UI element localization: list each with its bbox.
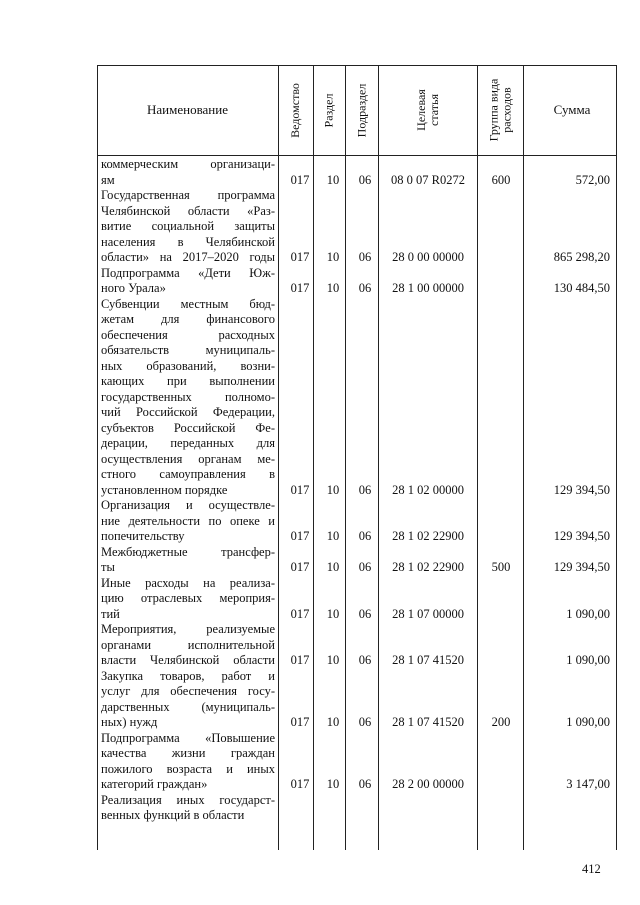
header-razdel-cell <box>313 65 345 155</box>
page-number: 412 <box>582 862 601 876</box>
name-text-line: населения в Челябинской <box>101 234 275 249</box>
name-text-line: субъектов Российской Фе- <box>101 420 275 435</box>
header-podrazdel: Подраздел <box>354 83 369 137</box>
cell-razdel: 10 <box>326 172 340 187</box>
name-text-line: венных функций в области <box>101 808 245 822</box>
cell-gruppa-vida: 200 <box>491 715 511 729</box>
cell-celevaya-statya: 28 2 00 00000 <box>392 777 464 791</box>
col-border <box>278 65 279 850</box>
name-text-line: Закупка товаров, работ и <box>101 668 275 683</box>
name-text-line: витие социальной защиты <box>101 219 275 233</box>
header-celevaya <box>414 89 440 131</box>
cell-gruppa-vida: 600 <box>491 172 511 187</box>
cell-vedomstvo: 017 <box>290 482 310 497</box>
cell-razdel: 10 <box>326 250 340 264</box>
name-text-line: качества жизни граждан <box>101 746 275 760</box>
name-text-line: власти Челябинской области <box>101 653 275 667</box>
header-vedomstvo: Ведомство <box>288 82 303 138</box>
name-text-line: Мероприятия, реализуемые <box>101 622 275 636</box>
cell-podrazdel: 06 <box>358 560 372 574</box>
name-text-line: Подпрограмма «Повышение <box>101 730 275 745</box>
name-text-line: Реализация иных государст- <box>101 792 275 807</box>
cell-celevaya-statya: 28 1 02 22900 <box>392 560 464 574</box>
cell-vedomstvo: 017 <box>290 529 310 543</box>
cell-gruppa-vida: 500 <box>491 560 511 574</box>
cell-podrazdel: 06 <box>358 653 372 667</box>
name-text-line: ты <box>101 560 115 574</box>
header-celevaya-line2: статья <box>426 94 441 126</box>
cell-celevaya-statya: 08 0 07 R0272 <box>391 172 465 187</box>
name-text-line: коммерческим организаци- <box>101 157 275 171</box>
cell-podrazdel: 06 <box>358 777 372 791</box>
cell-vedomstvo: 017 <box>290 172 310 187</box>
cell-summa: 1 090,00 <box>566 606 610 621</box>
name-text-line: тий <box>101 606 120 621</box>
cell-celevaya-statya: 28 1 00 00000 <box>392 281 464 295</box>
name-text-line: установленном порядке <box>101 482 228 497</box>
name-text-line: обязательств муниципаль- <box>101 343 275 357</box>
cell-summa: 3 147,00 <box>566 777 610 791</box>
cell-summa: 129 394,50 <box>553 560 610 574</box>
name-text-line: пожилого возраста и иных <box>101 761 275 776</box>
cell-celevaya-statya: 28 1 02 22900 <box>392 529 464 543</box>
cell-vedomstvo: 017 <box>290 281 310 295</box>
cell-summa: 1 090,00 <box>566 653 610 667</box>
cell-razdel: 10 <box>326 529 340 543</box>
cell-summa: 572,00 <box>575 172 610 187</box>
name-text-line: Субвенции местным бюд- <box>101 296 275 311</box>
name-text-line: дерации, переданных для <box>101 436 275 450</box>
cell-celevaya-statya: 28 1 02 00000 <box>392 482 464 497</box>
cell-podrazdel: 06 <box>358 715 372 729</box>
name-text-line: услуг для обеспечения госу- <box>101 684 275 698</box>
cell-razdel: 10 <box>326 560 340 574</box>
cell-vedomstvo: 017 <box>290 653 310 667</box>
cell-summa: 129 394,50 <box>553 482 610 497</box>
col-border <box>523 65 524 850</box>
name-text-line: Иные расходы на реализа- <box>101 575 275 590</box>
name-text-line: кающих при выполнении <box>101 374 275 388</box>
cell-vedomstvo: 017 <box>290 250 310 264</box>
header-summa: Сумма <box>553 102 591 117</box>
header-celevaya-cell <box>378 65 477 155</box>
header-razdel: Раздел <box>321 93 336 127</box>
header-gruppa-line1: Группа вида <box>486 78 500 142</box>
cell-podrazdel: 06 <box>358 482 372 497</box>
budget-table <box>97 65 617 850</box>
cell-celevaya-statya: 28 0 00 00000 <box>392 250 464 264</box>
col-border <box>616 65 617 850</box>
header-celevaya-line1: Целевая <box>413 89 428 131</box>
name-text-line: ных образований, возни- <box>101 358 275 373</box>
name-text-line: попечительству <box>101 529 185 543</box>
header-podrazdel-cell <box>345 65 378 155</box>
name-text-line: ям <box>101 172 115 187</box>
cell-summa: 1 090,00 <box>566 715 610 729</box>
name-text-line: органами исполнительной <box>101 637 275 652</box>
name-text-line: ного Урала» <box>101 281 166 295</box>
name-text-line: обеспечения расходных <box>101 327 275 342</box>
name-text-line: цию отраслевых мероприя- <box>101 591 275 605</box>
cell-razdel: 10 <box>326 606 340 621</box>
cell-vedomstvo: 017 <box>290 606 310 621</box>
name-text-line: области» на 2017–2020 годы <box>101 250 275 264</box>
cell-razdel: 10 <box>326 777 340 791</box>
name-text-line: Подпрограмма «Дети Юж- <box>101 265 275 280</box>
name-text-line: государственных полномо- <box>101 389 275 404</box>
cell-celevaya-statya: 28 1 07 41520 <box>392 715 464 729</box>
cell-celevaya-statya: 28 1 07 00000 <box>392 606 464 621</box>
name-text-line: дарственных (муниципаль- <box>101 699 275 714</box>
cell-summa: 130 484,50 <box>553 281 610 295</box>
name-text-line: Государственная программа <box>101 188 275 202</box>
header-bottom-border <box>97 155 617 156</box>
cell-podrazdel: 06 <box>358 172 372 187</box>
name-text-line: Межбюджетные трансфер- <box>101 544 275 559</box>
col-border <box>97 65 98 850</box>
cell-podrazdel: 06 <box>358 281 372 295</box>
name-text-line: осуществления органам ме- <box>101 451 275 466</box>
cell-razdel: 10 <box>326 715 340 729</box>
name-text-line: Челябинской области «Раз- <box>101 203 275 218</box>
cell-celevaya-statya: 28 1 07 41520 <box>392 653 464 667</box>
col-border <box>477 65 478 850</box>
cell-summa: 129 394,50 <box>553 529 610 543</box>
header-gruppa-line2: расходов <box>499 87 513 133</box>
name-text-line: жетам для финансового <box>101 312 275 326</box>
header-name: Наименование <box>147 102 228 117</box>
cell-vedomstvo: 017 <box>290 777 310 791</box>
name-text-line: категорий граждан» <box>101 777 208 791</box>
cell-podrazdel: 06 <box>358 250 372 264</box>
header-gruppa <box>487 79 513 142</box>
header-gruppa-cell <box>477 65 523 155</box>
cell-summa: 865 298,20 <box>553 250 610 264</box>
cell-razdel: 10 <box>326 281 340 295</box>
header-vedomstvo-cell <box>278 65 313 155</box>
cell-podrazdel: 06 <box>358 529 372 543</box>
name-text-line: ние деятельности по опеке и <box>101 513 275 528</box>
cell-vedomstvo: 017 <box>290 560 310 574</box>
name-text-line: Организация и осуществле- <box>101 498 275 512</box>
cell-razdel: 10 <box>326 653 340 667</box>
name-text-line: чий Российской Федерации, <box>101 405 275 419</box>
name-text-line: стного самоуправления в <box>101 467 275 481</box>
cell-vedomstvo: 017 <box>290 715 310 729</box>
cell-podrazdel: 06 <box>358 606 372 621</box>
name-text-line: ных) нужд <box>101 715 158 729</box>
cell-razdel: 10 <box>326 482 340 497</box>
